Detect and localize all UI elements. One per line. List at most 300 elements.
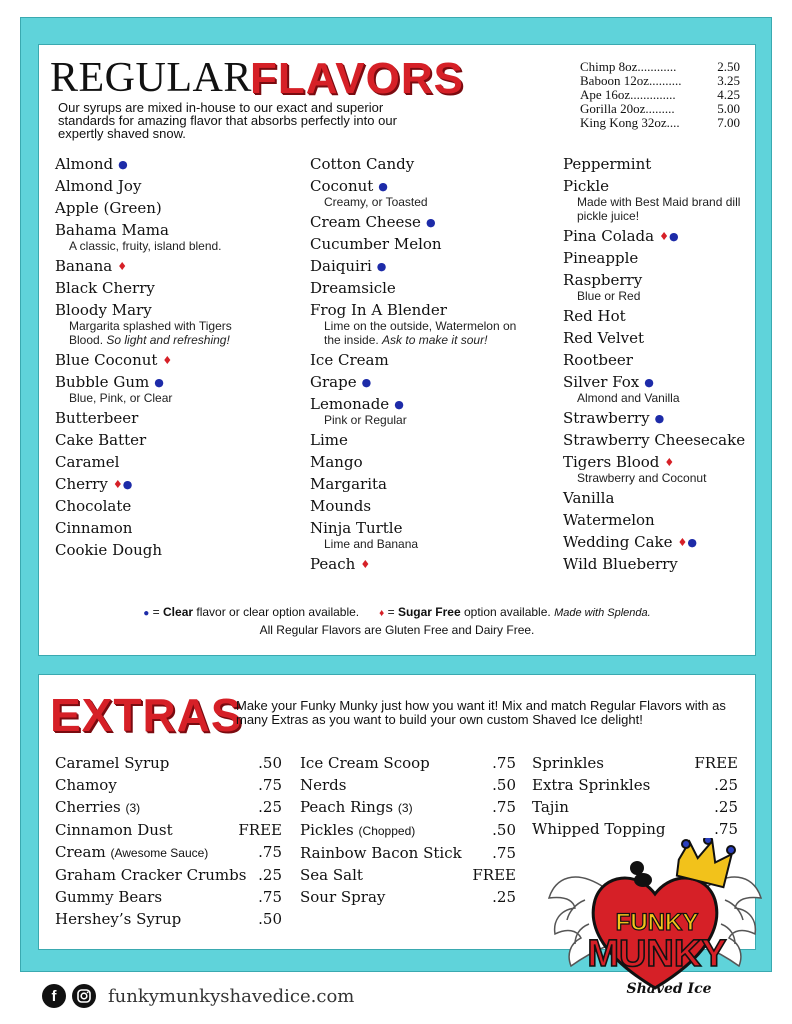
flavor-name: Blue Coconut [55,351,158,369]
footer [42,983,354,1009]
flavor-name-line [55,432,295,449]
clear-dot-icon: ● [687,536,697,549]
clear-dot-icon: ● [143,608,150,619]
flavor-item [310,432,555,449]
flavor-name: Pina Colada [563,227,655,245]
flavor-name: Butterbeer [55,409,139,427]
flavor-item [563,330,748,347]
extra-name-line [55,908,181,930]
extra-note: (3) [397,801,413,815]
flavor-note [310,195,520,209]
extra-item [55,796,282,819]
extra-item [532,752,738,774]
flavor-name-line [563,250,748,267]
extra-price: .25 [258,798,282,816]
flavor-name: Cookie Dough [55,541,163,559]
flavor-name-line [310,214,555,231]
sugar-free-diamond-icon: ♦ [117,260,128,273]
instagram-icon[interactable] [72,984,96,1008]
flavor-name-line [563,178,748,195]
flavor-name-line [563,272,748,289]
flavor-marks [426,214,436,231]
size-label: Ape 16oz.............. [580,87,676,102]
extra-item [300,752,516,774]
extra-name-line [532,796,569,818]
flavor-marks [117,258,127,275]
extra-name: Cherries [55,798,121,816]
flavor-item [55,280,295,297]
flavor-item [55,178,295,195]
extra-name-line [532,818,665,840]
flavor-name: Strawberry [563,409,650,427]
flavor-name: Wild Blueberry [563,555,678,573]
size-price: 5.00 [717,101,740,116]
flavor-item [563,534,748,551]
flavor-name: Cucumber Melon [310,235,442,253]
flavor-name: Mounds [310,497,372,515]
flavor-note [563,195,773,223]
flavor-marks [664,454,674,471]
flavor-name: Pineapple [563,249,639,267]
flavor-item [55,498,295,515]
extra-price: .50 [492,776,516,794]
flavor-name-line [310,556,555,573]
size-price-list [580,60,740,130]
funky-munky-logo [545,838,765,1003]
flavor-name: Coconut [310,177,374,195]
flavor-name-line [55,542,295,559]
flavor-note-text: Strawberry and Coconut [577,471,707,485]
extra-name-line [55,819,173,841]
extra-price: .50 [258,910,282,928]
flavor-note-italic: So light and refreshing! [106,333,230,347]
flavor-item [563,156,748,173]
clear-dot-icon: ● [425,216,436,229]
size-label: Baboon 12oz.......... [580,73,682,88]
flavor-name-line [310,352,555,369]
flavor-note [55,391,265,405]
extra-name: Cream [55,843,106,861]
flavor-name: Cotton Candy [310,155,415,173]
sugar-free-diamond-icon: ♦ [162,354,173,367]
flavor-item [563,308,748,325]
size-label: Gorilla 20oz......... [580,101,675,116]
extra-name: Sprinkles [532,754,604,772]
flavor-name-line [55,352,295,369]
flavor-name-line [563,330,748,347]
extra-price: .25 [258,866,282,884]
extra-item [532,774,738,796]
extra-price: .75 [258,776,282,794]
flavor-name-line [563,410,748,427]
flavor-name: Red Hot [563,307,626,325]
flavor-note-text: Pink or Regular [324,413,407,427]
clear-dot-icon: ● [376,260,387,273]
flavor-name-line [310,520,555,537]
size-price: 4.25 [717,87,740,102]
extra-note: (Awesome Sauce) [110,846,209,860]
flavor-name-line [55,476,295,493]
extra-item [300,796,516,819]
extra-name-line [55,841,208,864]
flavor-item [55,520,295,537]
flavor-note-text: A classic, fruity, island blend. [69,239,222,253]
flavor-name-line [310,374,555,391]
extra-item [300,819,516,842]
extra-note: (Chopped) [358,824,416,838]
flavor-name-line [55,156,295,173]
clear-dot-icon: ● [644,376,654,389]
flavor-marks [394,396,404,413]
extra-price: .50 [258,754,282,772]
flavor-item [55,410,295,427]
flavor-name: Banana [55,257,113,275]
flavor-name-line [563,534,748,551]
extra-item [300,842,516,864]
extra-name: Peach Rings [300,798,394,816]
extra-item [55,774,282,796]
legend-sugar-free-word: Sugar Free [397,605,461,619]
extra-item [55,864,282,886]
extras-intro: Make your Funky Munky just how you want it! Mix and match Regular Flavors with as many Extras as you want to build your own custom Shaved Ice delight! [236,698,726,727]
extra-item [55,886,282,908]
flavor-item [310,156,555,173]
flavor-item [55,542,295,559]
extra-item [300,864,516,886]
flavor-note-text: Blue, Pink, or Clear [69,391,173,405]
logo-shaved-ice: Shaved Ice [626,981,712,997]
extra-name: Caramel Syrup [55,754,170,772]
extra-price: .75 [492,754,516,772]
flavor-name: Bubble Gum [55,373,150,391]
extra-name: Whipped Topping [532,820,666,838]
flavor-marks [377,258,387,275]
clear-dot-icon: ● [122,478,133,491]
flavor-name-line [55,374,295,391]
flavor-column-1 [55,156,295,564]
flavor-item [563,556,748,573]
flavor-note [563,471,773,485]
size-row [580,102,740,116]
flavor-note [55,239,265,253]
legend-gluten-note: All Regular Flavors are Gluten Free and Dairy Free. [259,623,535,637]
flavor-item [55,156,295,173]
flavor-marks [118,156,128,173]
flavor-name: Caramel [55,453,120,471]
flavor-item [310,352,555,369]
size-row [580,88,740,102]
extra-price: .75 [492,844,516,862]
flavor-item [310,498,555,515]
extra-name-line [55,864,246,886]
flavor-name: Grape [310,373,357,391]
extra-item [532,818,738,840]
flavor-marks [655,410,665,427]
clear-dot-icon: ● [361,376,372,389]
extra-price: .75 [714,820,738,838]
flavor-name: Cream Cheese [310,213,421,231]
flavor-name: Almond Joy [55,177,142,195]
flavor-name: Raspberry [563,271,643,289]
extra-name: Gummy Bears [55,888,163,906]
flavor-name: Pickle [563,177,610,195]
flavor-note-text: Made with Best Maid brand dill pickle juice! [577,195,741,223]
flavor-note-text: Blue or Red [577,289,641,303]
flavor-item [55,432,295,449]
extra-item [300,886,516,908]
flavor-name: Tigers Blood [563,453,660,471]
flavor-item [563,432,748,449]
website-link[interactable]: funkymunkyshavedice.com [108,985,355,1007]
flavor-item [55,476,295,493]
extra-name: Nerds [300,776,347,794]
title-extras: EXTRAS [50,689,243,741]
extra-price: .25 [714,776,738,794]
flavor-name: Dreamsicle [310,279,396,297]
extra-name-line [300,864,363,886]
flavor-name: Strawberry Cheesecake [563,431,746,449]
size-price: 3.25 [717,73,740,88]
extra-name-line [300,842,462,864]
flavor-name: Frog In A Blender [310,301,447,319]
flavor-marks [113,476,132,493]
flavor-item [55,454,295,471]
title-flavors: FLAVORS [250,54,464,103]
flavor-item [563,228,748,245]
extra-name-line [532,774,650,796]
flavor-note [310,537,520,551]
flavor-name-line [55,454,295,471]
flavor-item [310,396,555,427]
sugar-free-diamond-icon: ♦ [360,558,371,571]
flavors-intro: Our syrups are mixed in-house to our exact and superior standards for amazing flavor that absorbs perfectly into our expertly shaved snow. [58,100,397,141]
flavor-name-line [563,228,748,245]
extra-name: Rainbow Bacon Stick [300,844,462,862]
flavor-column-2 [310,156,555,578]
flavor-item [55,352,295,369]
flavor-item [563,512,748,529]
flavor-name-line [310,476,555,493]
clear-dot-icon: ● [118,158,128,171]
flavor-marks [154,374,164,391]
flavor-item [55,222,295,253]
extra-name-line [55,796,140,819]
extra-price: FREE [472,866,516,884]
flavor-item [563,490,748,507]
extra-name-line [300,774,346,796]
flavor-note-text: Creamy, or Toasted [324,195,428,209]
extra-name: Ice Cream Scoop [300,754,430,772]
extra-name-line [300,796,413,819]
flavor-item [310,236,555,253]
sugar-free-diamond-icon: ♦ [112,478,123,491]
flavor-name: Black Cherry [55,279,155,297]
extra-name: Chamoy [55,776,117,794]
flavor-name: Bahama Mama [55,221,169,239]
extra-name: Sour Spray [300,888,386,906]
flavor-item [310,374,555,391]
logo-funky: FUNKY [615,909,699,936]
extra-name: Tajin [532,798,569,816]
flavor-name-line [310,156,555,173]
flavor-name: Red Velvet [563,329,645,347]
size-price: 2.50 [717,59,740,74]
instagram-glyph [77,989,91,1003]
flavor-name: Apple (Green) [55,199,162,217]
flavor-name: Mango [310,453,363,471]
extra-item [55,908,282,930]
clear-dot-icon: ● [654,412,665,425]
facebook-icon[interactable]: f [42,984,66,1008]
flavor-name-line [310,280,555,297]
sugar-free-diamond-icon: ♦ [659,230,669,243]
logo-munky: MUNKY [587,933,727,975]
flavor-name-line [55,258,295,275]
flavor-item [563,178,748,223]
flavor-name: Peach [310,555,356,573]
extras-column-3 [532,752,738,840]
size-row [580,74,740,88]
sugar-free-diamond-icon: ♦ [677,536,688,549]
flavor-item [563,352,748,369]
extras-column-2 [300,752,516,908]
sugar-free-diamond-icon: ♦ [379,608,385,619]
extra-price: .25 [714,798,738,816]
extra-price: FREE [238,821,282,839]
extra-name-line [300,752,430,774]
flavor-marks [362,374,372,391]
flavor-name-line [563,454,748,471]
extra-note: (3) [125,801,141,815]
extra-name: Hershey’s Syrup [55,910,182,928]
extra-price: .25 [492,888,516,906]
extra-price: FREE [694,754,738,772]
flavor-name: Ninja Turtle [310,519,403,537]
flavor-name-line [310,302,555,319]
flavor-marks [678,534,697,551]
flavor-marks [659,228,678,245]
extra-name-line [300,819,415,842]
flavor-item [310,302,555,347]
flavor-note-text: Almond and Vanilla [577,391,680,405]
flavor-name-line [55,280,295,297]
flavor-name: Ice Cream [310,351,389,369]
flavor-name: Lemonade [310,395,390,413]
flavor-item [310,476,555,493]
flavor-name-line [310,178,555,195]
flavor-item [55,258,295,275]
extra-price: .50 [492,821,516,839]
flavor-item [310,556,555,573]
flavor-name: Watermelon [563,511,655,529]
flavor-item [310,258,555,275]
flavor-item [563,374,748,405]
flavor-item [563,250,748,267]
flavor-name: Cinnamon [55,519,133,537]
extra-price: .75 [258,888,282,906]
flavor-marks [378,178,388,195]
size-price: 7.00 [717,115,740,130]
extra-item [55,819,282,841]
extra-name-line [55,886,162,908]
flavor-name: Wedding Cake [563,533,673,551]
flavor-name-line [310,454,555,471]
flavor-marks [162,352,172,369]
size-label: King Kong 32oz.... [580,115,680,130]
flavor-item [310,454,555,471]
flavor-name-line [55,302,295,319]
flavor-item [310,178,555,209]
flavor-name-line [563,512,748,529]
flavor-note [55,319,265,347]
extra-price: .75 [492,798,516,816]
flavor-name-line [563,156,748,173]
clear-dot-icon: ● [378,180,388,193]
flavor-name-line [55,410,295,427]
extra-name: Pickles [300,821,354,839]
flavor-name-line [310,236,555,253]
flavor-item [563,454,748,485]
clear-dot-icon: ● [668,230,679,243]
flavor-note [310,413,520,427]
extra-price: .75 [258,843,282,861]
extra-item [55,841,282,864]
flavor-name: Vanilla [563,489,615,507]
flavor-name-line [310,396,555,413]
size-row [580,60,740,74]
flavor-note-italic: Ask to make it sour! [382,333,488,347]
flavor-name-line [563,374,748,391]
extra-name: Sea Salt [300,866,363,884]
flavor-name: Bloody Mary [55,301,152,319]
flavor-item [55,200,295,217]
clear-dot-icon: ● [154,376,164,389]
flavor-name: Silver Fox [563,373,640,391]
extra-name-line [55,752,169,774]
title-regular: REGULAR [50,55,252,101]
flavor-item [563,272,748,303]
flavor-item [55,374,295,405]
flavor-name: Margarita [310,475,387,493]
extra-item [55,752,282,774]
flavor-name: Cake Batter [55,431,147,449]
sugar-free-diamond-icon: ♦ [664,456,675,469]
legend: ● = Clear flavor or clear option available. ♦ = Sugar Free option available. Made with Splenda. All Regular Flavors are Gluten Free and Dairy Free. [40,604,754,639]
legend-splenda-note: Made with Splenda. [554,607,651,619]
flavor-name-line [55,520,295,537]
flavor-name: Rootbeer [563,351,633,369]
flavor-name-line [563,432,748,449]
flavor-name-line [55,498,295,515]
extra-name: Cinnamon Dust [55,821,173,839]
size-row [580,116,740,130]
extra-name: Extra Sprinkles [532,776,651,794]
extra-name-line [532,752,604,774]
flavor-name-line [55,178,295,195]
flavor-note [563,391,773,405]
flavor-name-line [310,432,555,449]
clear-dot-icon: ● [394,398,404,411]
flavor-name: Chocolate [55,497,132,515]
extra-item [532,796,738,818]
flavor-name: Cherry [55,475,108,493]
flavor-note [563,289,773,303]
flavor-name-line [310,498,555,515]
flavor-name-line [55,222,295,239]
flavor-note-text: Margarita splashed with Tigers Blood. [69,319,232,347]
flavor-name: Peppermint [563,155,652,173]
size-label: Chimp 8oz............ [580,59,677,74]
